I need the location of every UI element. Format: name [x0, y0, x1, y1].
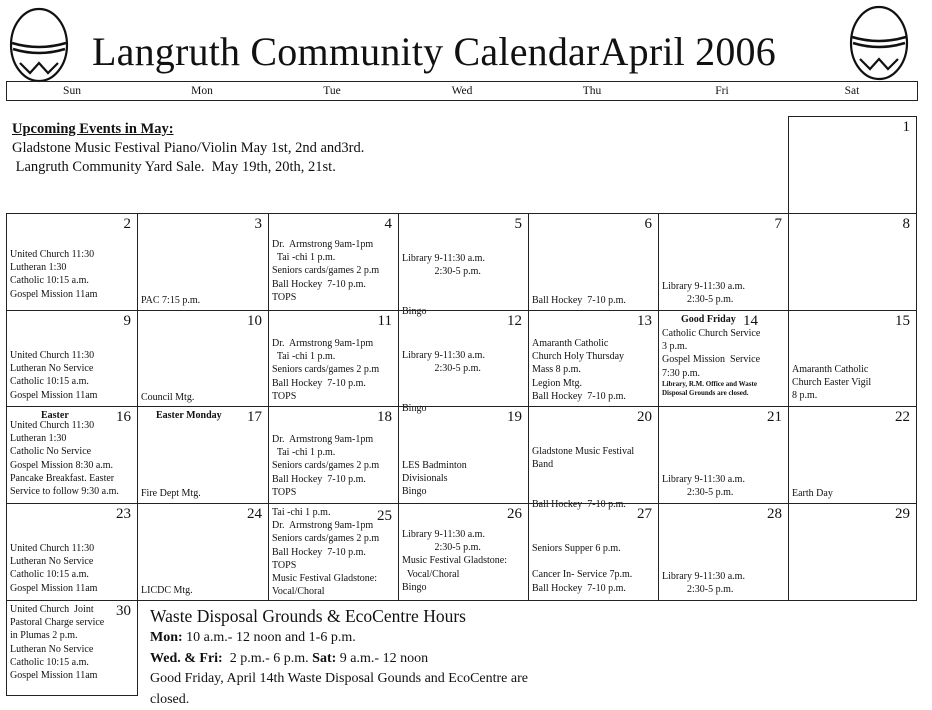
event-line: Dr. Armstrong 9am-1pm — [272, 520, 374, 532]
upcoming-line: Gladstone Music Festival Piano/Violin May 1st, 2nd and3rd. — [12, 140, 365, 156]
event-line: Gospel Mission 11am — [10, 670, 98, 682]
calendar-day-12 — [398, 310, 529, 414]
day-number: 15 — [895, 313, 910, 329]
event-line: 2:30-5 p.m. — [402, 266, 481, 278]
event-line: Library 9-11:30 a.m. — [662, 281, 745, 292]
day-number: 1 — [902, 119, 910, 135]
calendar-day-2 — [6, 213, 138, 311]
event-line: Pancake Breakfast. Easter — [10, 472, 115, 484]
day-number: 21 — [767, 409, 782, 425]
event-line: Gospel Mission 11am — [10, 389, 98, 401]
day-events — [10, 248, 135, 301]
event-line: 7:30 p.m. — [662, 367, 701, 379]
day-events — [662, 570, 786, 596]
event-line: Service to follow 9:30 a.m. — [10, 486, 119, 498]
waste-mon-label: Mon: — [150, 630, 183, 645]
calendar-day-5 — [398, 213, 529, 317]
day-number: 14 — [743, 313, 758, 329]
event-line: LES Badminton — [402, 460, 467, 471]
upcoming-heading: Upcoming Events in May: — [12, 121, 174, 137]
event-line: Gospel Mission 8:30 a.m. — [10, 459, 114, 471]
day-number: 26 — [507, 506, 522, 522]
event-line: 2:30-5 p.m. — [662, 584, 734, 596]
event-line: Mass 8 p.m. — [532, 364, 581, 376]
day-events — [10, 603, 135, 682]
calendar-day-24 — [137, 503, 269, 601]
day-subtitle: Easter Monday — [156, 410, 222, 421]
day-number: 10 — [247, 313, 262, 329]
event-line: Vocal/Choral — [272, 586, 325, 598]
event-line: Tai -chi 1 p.m. — [272, 447, 336, 459]
event-line: Lutheran No Service — [10, 556, 94, 568]
day-number: 27 — [637, 506, 652, 522]
event-line: Lutheran 1:30 — [10, 262, 67, 274]
day-events — [272, 337, 396, 403]
day-events — [141, 294, 266, 307]
calendar-day-14 — [658, 310, 789, 407]
event-line: Catholic Church Service — [662, 328, 761, 339]
day-number: 30 — [116, 603, 131, 619]
day-events — [10, 419, 135, 498]
event-line: 8 p.m. — [792, 390, 818, 402]
event-line — [402, 292, 526, 305]
event-line: Fire Dept Mtg. — [141, 488, 201, 499]
event-line: 2:30-5 p.m. — [402, 363, 481, 375]
event-line: Ball Hockey 7-10 p.m. — [272, 377, 366, 389]
event-line: Council Mtg. — [141, 392, 195, 403]
day-events — [10, 542, 135, 595]
weekday-sat: Sat — [844, 85, 860, 97]
event-line: Catholic No Service — [10, 446, 92, 458]
calendar-day-23 — [6, 503, 138, 601]
waste-sat-label: Sat: — [312, 650, 337, 666]
event-line: Seniors Supper 6 p.m. — [532, 543, 621, 554]
event-line: Gladstone Music Festival — [532, 446, 635, 457]
day-events — [792, 363, 914, 403]
event-line: Dr. Armstrong 9am-1pm — [272, 338, 374, 349]
event-line — [532, 555, 656, 568]
calendar-day-22 — [788, 406, 917, 504]
waste-mon-text: 10 a.m.- 12 noon and 1-6 p.m. — [182, 630, 356, 645]
event-line: United Church 11:30 — [10, 420, 95, 431]
event-line: Lutheran 1:30 — [10, 433, 67, 445]
day-number: 19 — [507, 409, 522, 425]
day-events — [141, 487, 266, 500]
event-line: 3 p.m. — [662, 341, 688, 353]
calendar-day-4 — [268, 213, 399, 311]
day-number: 2 — [123, 216, 131, 232]
event-line: Gospel Mission 11am — [10, 288, 98, 300]
day-number: 22 — [895, 409, 910, 425]
event-line: Ball Hockey 7-10 p.m. — [532, 295, 626, 306]
day-events — [532, 445, 656, 511]
calendar-day-30 — [6, 600, 138, 696]
calendar-day-15 — [788, 310, 917, 407]
event-line: Catholic 10:15 a.m. — [10, 569, 89, 581]
event-line: 2:30-5 p.m. — [402, 542, 481, 554]
calendar-day-10 — [137, 310, 269, 407]
upcoming-events — [12, 120, 712, 177]
day-events — [792, 487, 914, 500]
event-line: Library 9-11:30 a.m. — [402, 529, 485, 540]
waste-wed-fri-sat-hours — [150, 649, 710, 670]
event-line: Catholic 10:15 a.m. — [10, 376, 89, 388]
event-line: Catholic 10:15 a.m. — [10, 656, 89, 668]
event-line: Bingo — [402, 402, 427, 414]
event-note: Disposal Grounds are closed. — [662, 388, 749, 397]
day-events — [272, 238, 396, 304]
calendar-day-20 — [528, 406, 659, 510]
event-line: Library 9-11:30 a.m. — [402, 253, 485, 264]
event-line: Ball Hockey 7-10 p.m. — [532, 498, 626, 510]
weekday-tue: Tue — [323, 85, 341, 97]
event-line: Music Festival Gladstone: — [272, 573, 377, 585]
day-number: 24 — [247, 506, 262, 522]
weekday-sun: Sun — [63, 85, 81, 97]
day-events — [532, 542, 656, 595]
event-line: Amaranth Catholic — [532, 338, 609, 349]
easter-egg-right-icon — [846, 3, 912, 83]
event-line: Seniors cards/games 2 p.m — [272, 265, 380, 277]
calendar-day-27 — [528, 503, 659, 601]
event-line: TOPS — [272, 559, 297, 571]
day-number: 4 — [384, 216, 392, 232]
day-events — [402, 252, 526, 318]
calendar-day-3 — [137, 213, 269, 311]
day-events — [141, 391, 266, 404]
event-line: 2:30-5 p.m. — [662, 487, 734, 499]
day-events — [532, 294, 656, 307]
waste-note: Good Friday, April 14th Waste Disposal Gounds and EcoCentre are — [150, 671, 528, 686]
event-line: Bingo — [402, 486, 427, 498]
day-number: 11 — [377, 313, 392, 329]
day-number: 5 — [514, 216, 522, 232]
event-line: Gospel Mission 11am — [10, 582, 98, 594]
event-line: Library 9-11:30 a.m. — [662, 474, 745, 485]
calendar-day-28 — [658, 503, 789, 601]
calendar-day-11 — [268, 310, 399, 407]
event-line: Bingo — [402, 305, 427, 317]
event-line: PAC 7:15 p.m. — [141, 295, 201, 306]
event-line: Ball Hockey 7-10 p.m. — [272, 473, 366, 485]
event-line: Lutheran No Service — [10, 643, 94, 655]
event-line: TOPS — [272, 390, 297, 402]
event-line: in Plumas 2 p.m. — [10, 630, 78, 642]
page-title: Langruth Community CalendarApril 2006 — [92, 29, 776, 74]
event-line: TOPS — [272, 486, 297, 498]
event-line: Vocal/Choral — [402, 568, 460, 580]
day-number: 12 — [507, 313, 522, 329]
day-number: 16 — [116, 409, 131, 425]
day-number: 6 — [644, 216, 652, 232]
calendar-day-13 — [528, 310, 659, 407]
event-line: Tai -chi 1 p.m. — [272, 252, 336, 264]
waste-wf-label: Wed. & Fri: — [150, 650, 223, 666]
event-line: United Church 11:30 — [10, 350, 95, 361]
event-line: United Church Joint — [10, 604, 94, 615]
day-events — [272, 433, 396, 499]
weekday-wed: Wed — [451, 85, 473, 97]
day-events — [402, 528, 526, 594]
calendar-day-18 — [268, 406, 399, 504]
day-events — [10, 349, 135, 402]
event-line: Music Festival Gladstone: — [402, 555, 507, 567]
event-line: Ball Hockey 7-10 p.m. — [532, 390, 626, 402]
event-line: Ball Hockey 7-10 p.m. — [272, 546, 366, 558]
calendar-day-8 — [788, 213, 917, 311]
day-number: 20 — [637, 409, 652, 425]
weekday-thu: Thu — [582, 85, 602, 97]
day-number: 23 — [116, 506, 131, 522]
calendar-day-7 — [658, 213, 789, 311]
event-line: Library 9-11:30 a.m. — [662, 571, 745, 582]
calendar-day-25 — [268, 503, 399, 601]
event-line: United Church 11:30 — [10, 543, 95, 554]
event-line: Ball Hockey 7-10 p.m. — [272, 278, 366, 290]
weekday-header-row — [6, 81, 918, 101]
event-line — [532, 485, 656, 498]
day-number: 13 — [637, 313, 652, 329]
event-line: Church Holy Thursday — [532, 351, 625, 363]
day-number: 28 — [767, 506, 782, 522]
calendar-day-6 — [528, 213, 659, 311]
waste-wf-text: 2 p.m.- 6 p.m. — [222, 650, 313, 666]
event-line: Cancer In- Service 7p.m. — [532, 569, 633, 581]
day-subtitle: Good Friday — [681, 314, 736, 325]
event-line: Tai -chi 1 p.m. — [272, 351, 336, 363]
event-line: Seniors cards/games 2 p.m — [272, 460, 380, 472]
day-number: 9 — [123, 313, 131, 329]
event-line: Bingo — [402, 581, 427, 593]
event-line: Earth Day — [792, 488, 833, 499]
day-events — [662, 327, 786, 398]
event-line — [402, 278, 526, 291]
event-line: Divisionals — [402, 473, 448, 485]
calendar-day-21 — [658, 406, 789, 504]
event-line: Ball Hockey 7-10 p.m. — [532, 582, 626, 594]
event-line: Lutheran No Service — [10, 363, 94, 375]
event-line: Tai -chi 1 p.m. — [272, 507, 331, 518]
weekday-fri: Fri — [715, 85, 729, 97]
event-line: Legion Mtg. — [532, 377, 582, 389]
event-line: Seniors cards/games 2 p.m — [272, 364, 380, 376]
day-subtitle: Easter — [41, 410, 69, 421]
day-events — [272, 506, 396, 598]
waste-title: Waste Disposal Grounds & EcoCentre Hours — [150, 606, 466, 626]
event-line — [402, 375, 526, 388]
calendar-day-9 — [6, 310, 138, 407]
day-number: 8 — [902, 216, 910, 232]
calendar-day-1 — [788, 116, 917, 214]
calendar-day-29 — [788, 503, 917, 601]
event-line — [532, 471, 656, 484]
day-events — [662, 473, 786, 499]
day-events — [532, 337, 656, 403]
calendar-day-17 — [137, 406, 269, 504]
event-line: United Church 11:30 — [10, 249, 95, 260]
event-line: Dr. Armstrong 9am-1pm — [272, 434, 374, 445]
event-line: Seniors cards/games 2 p.m — [272, 533, 380, 545]
event-line: Pastoral Charge service — [10, 617, 105, 629]
weekday-mon: Mon — [191, 85, 213, 97]
day-number: 7 — [774, 216, 782, 232]
waste-note: closed. — [150, 691, 190, 707]
event-line: Amaranth Catholic — [792, 364, 869, 375]
day-events — [662, 280, 786, 306]
day-number: 18 — [377, 409, 392, 425]
event-line: Band — [532, 459, 554, 471]
day-number: 25 — [377, 508, 392, 524]
waste-disposal-hours — [150, 604, 710, 710]
event-line: Gospel Mission Service — [662, 354, 761, 366]
day-number: 3 — [254, 216, 262, 232]
event-line: Church Easter Vigil — [792, 377, 872, 389]
event-note: Library, R.M. Office and Waste — [662, 379, 757, 388]
day-events — [402, 459, 526, 499]
waste-sat-text: 9 a.m.- 12 noon — [336, 650, 429, 666]
upcoming-line: Langruth Community Yard Sale. May 19th, 20th, 21st. — [12, 159, 336, 175]
calendar-day-19 — [398, 406, 529, 504]
event-line: LICDC Mtg. — [141, 585, 193, 596]
day-number: 17 — [247, 409, 262, 425]
event-line — [402, 389, 526, 402]
calendar-day-16 — [6, 406, 138, 504]
calendar-day-26 — [398, 503, 529, 601]
waste-monday-hours — [150, 628, 710, 649]
day-events — [141, 584, 266, 597]
event-line: 2:30-5 p.m. — [662, 294, 734, 306]
event-line: Catholic 10:15 a.m. — [10, 275, 89, 287]
event-line: Library 9-11:30 a.m. — [402, 350, 485, 361]
day-number: 29 — [895, 506, 910, 522]
easter-egg-left-icon — [6, 5, 72, 85]
event-line: TOPS — [272, 291, 297, 303]
event-line: Dr. Armstrong 9am-1pm — [272, 239, 374, 250]
